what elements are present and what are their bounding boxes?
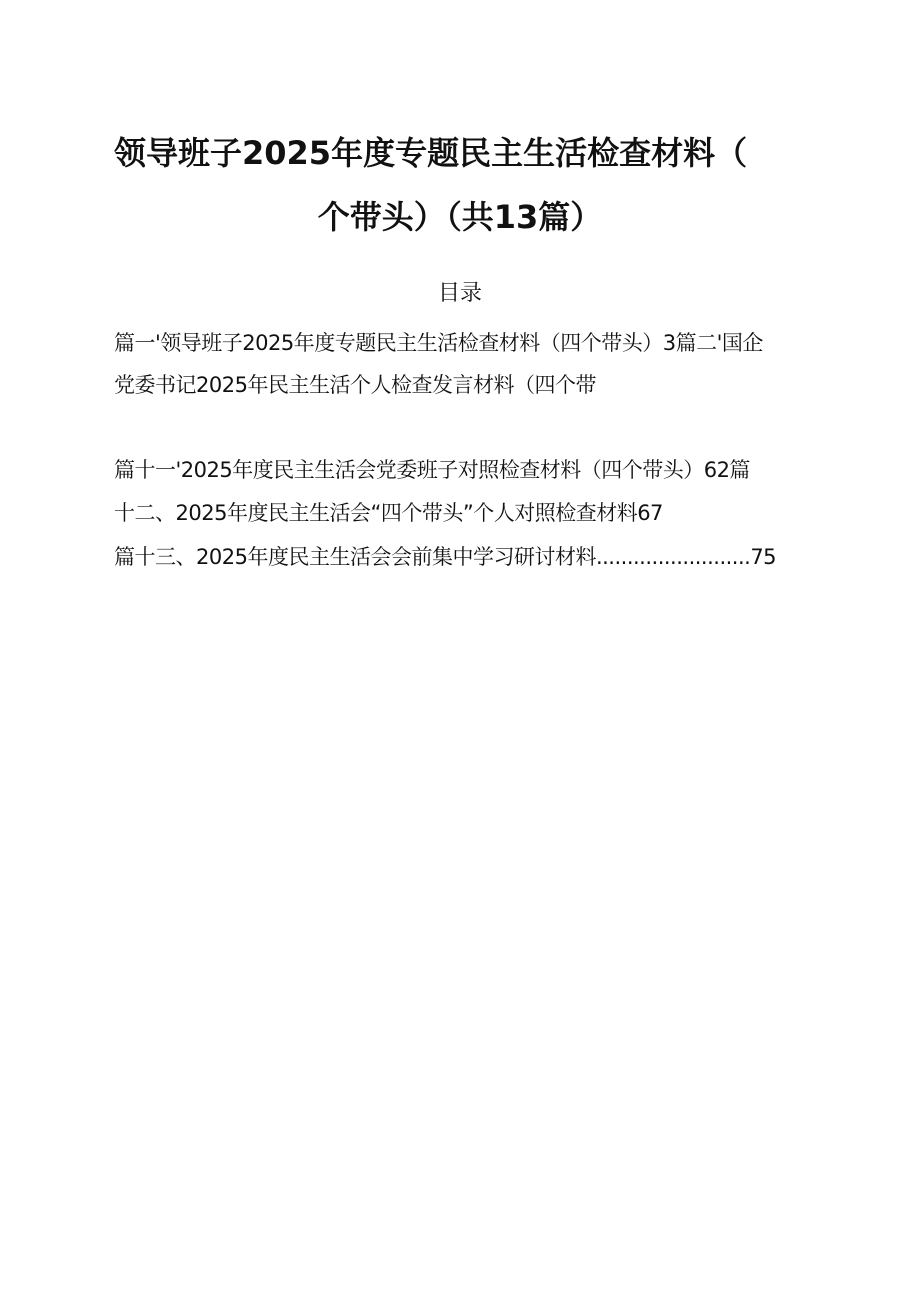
toc-line-1: 篇一'领导班子2025年度专题民主生活检查材料（四个带头）3篇二'国企 <box>114 331 763 355</box>
document-title-line-1: 领导班子2025年度专题民主生活检查材料（ <box>114 134 748 172</box>
toc-line-5: 篇十三、2025年度民主生活会会前集中学习研讨材料.........................75 <box>114 545 777 569</box>
toc-line-3: 篇十一'2025年度民主生活会党委班子对照检查材料（四个带头）62篇 <box>114 458 750 482</box>
document-title-line-2: 个带头）（共13篇） <box>317 198 603 236</box>
toc-heading: 目录 <box>437 281 482 306</box>
toc-line-2: 党委书记2025年民主生活个人检查发言材料（四个带 <box>114 373 596 397</box>
toc-line-4: 十二、2025年度民主生活会“四个带头”个人对照检查材料67 <box>114 501 663 525</box>
